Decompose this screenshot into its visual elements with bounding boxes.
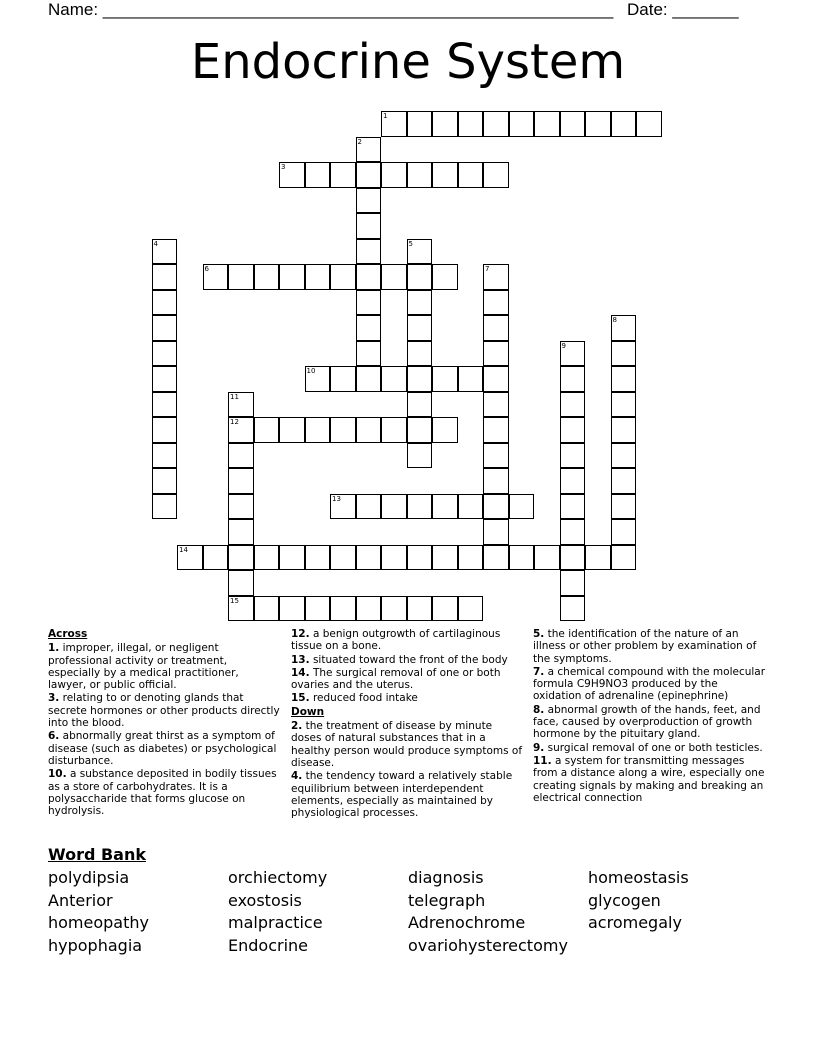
grid-cell[interactable] xyxy=(279,596,305,622)
grid-cell[interactable] xyxy=(483,519,509,545)
grid-cell[interactable] xyxy=(152,239,178,265)
grid-cell[interactable] xyxy=(305,545,331,571)
grid-cell[interactable] xyxy=(356,366,382,392)
grid-cell[interactable] xyxy=(228,519,254,545)
word-bank-word: Adrenochrome xyxy=(408,913,526,932)
clue-across-1: 1. improper, illegal, or negligent professional activity or treatment, especially by a medical practitioner, lawyer, or public official. xyxy=(48,642,239,692)
grid-cell[interactable] xyxy=(356,239,382,265)
grid-cell[interactable] xyxy=(330,366,356,392)
grid-cell[interactable] xyxy=(432,264,458,290)
grid-cell[interactable] xyxy=(356,264,382,290)
grid-cell[interactable] xyxy=(152,468,178,494)
grid-cell[interactable] xyxy=(305,162,331,188)
word-bank-word: orchiectomy xyxy=(228,868,328,887)
grid-cell[interactable] xyxy=(611,519,637,545)
grid-cell[interactable] xyxy=(611,443,637,469)
grid-cell[interactable] xyxy=(560,366,586,392)
grid-cell[interactable] xyxy=(203,264,229,290)
grid-cell[interactable] xyxy=(381,545,407,571)
grid-cell[interactable] xyxy=(177,545,203,571)
grid-cell[interactable] xyxy=(458,162,484,188)
page-title: Endocrine System xyxy=(190,34,626,90)
grid-cell[interactable] xyxy=(407,264,433,290)
grid-cell[interactable] xyxy=(381,162,407,188)
grid-cell[interactable] xyxy=(381,596,407,622)
grid-cell[interactable] xyxy=(152,341,178,367)
clues-column-3 xyxy=(533,628,769,805)
grid-cell[interactable] xyxy=(560,596,586,622)
grid-cell[interactable] xyxy=(203,545,229,571)
grid-cell[interactable] xyxy=(407,162,433,188)
grid-cell[interactable] xyxy=(432,111,458,137)
clue-number: 5 xyxy=(408,239,413,248)
grid-cell[interactable] xyxy=(458,111,484,137)
name-field-label: Name: ______________________________________________________ xyxy=(48,0,614,19)
grid-cell[interactable] xyxy=(458,545,484,571)
grid-cell[interactable] xyxy=(560,111,586,137)
word-bank-word: homeostasis xyxy=(588,868,689,887)
grid-cell[interactable] xyxy=(152,494,178,520)
grid-cell[interactable] xyxy=(330,596,356,622)
clue-number: 11 xyxy=(230,392,239,401)
grid-cell[interactable] xyxy=(407,341,433,367)
grid-cell[interactable] xyxy=(254,596,280,622)
grid-cell[interactable] xyxy=(611,111,637,137)
word-bank-word: Anterior xyxy=(48,891,113,910)
grid-cell[interactable] xyxy=(611,366,637,392)
grid-cell[interactable] xyxy=(483,315,509,341)
grid-cell[interactable] xyxy=(611,417,637,443)
grid-cell[interactable] xyxy=(330,494,356,520)
grid-cell[interactable] xyxy=(228,570,254,596)
grid-cell[interactable] xyxy=(381,494,407,520)
grid-cell[interactable] xyxy=(636,111,662,137)
grid-cell[interactable] xyxy=(279,545,305,571)
grid-cell[interactable] xyxy=(228,392,254,418)
grid-cell[interactable] xyxy=(407,545,433,571)
grid-cell[interactable] xyxy=(381,111,407,137)
grid-cell[interactable] xyxy=(611,341,637,367)
grid-cell[interactable] xyxy=(560,341,586,367)
word-bank-word: malpractice xyxy=(228,913,323,932)
grid-cell[interactable] xyxy=(432,162,458,188)
grid-cell[interactable] xyxy=(407,392,433,418)
grid-cell[interactable] xyxy=(509,545,535,571)
grid-cell[interactable] xyxy=(483,264,509,290)
clue-down-9: 9. surgical removal of one or both testicles. xyxy=(533,741,763,754)
word-bank-word: ovariohysterectomy xyxy=(408,936,568,955)
word-bank-word: homeopathy xyxy=(48,913,149,932)
grid-cell[interactable] xyxy=(458,596,484,622)
clue-down-4: 4. the tendency toward a relatively stable equilibrium between interdependent elements, especially as maintained by physiological processes. xyxy=(291,770,513,820)
grid-cell[interactable] xyxy=(560,494,586,520)
grid-cell[interactable] xyxy=(356,494,382,520)
clue-across-14: 14. The surgical removal of one or both ovaries and the uterus. xyxy=(291,666,501,692)
date-field-label: Date: _______ xyxy=(627,0,739,19)
grid-cell[interactable] xyxy=(356,596,382,622)
grid-cell[interactable] xyxy=(432,417,458,443)
grid-cell[interactable] xyxy=(254,545,280,571)
grid-cell[interactable] xyxy=(560,443,586,469)
clue-down-5: 5. the identification of the nature of an illness or other problem by examination of the symptoms. xyxy=(533,628,757,665)
grid-cell[interactable] xyxy=(407,443,433,469)
word-bank-word: acromegaly xyxy=(588,913,682,932)
grid-cell[interactable] xyxy=(152,290,178,316)
grid-cell[interactable] xyxy=(152,315,178,341)
clue-number: 10 xyxy=(306,367,316,375)
grid-cell[interactable] xyxy=(356,417,382,443)
grid-cell[interactable] xyxy=(407,596,433,622)
clue-across-3: 3. relating to or denoting glands that secrete hormones or other products directly into the blood. xyxy=(48,692,280,730)
grid-cell[interactable] xyxy=(381,264,407,290)
grid-cell[interactable] xyxy=(560,392,586,418)
grid-cell[interactable] xyxy=(152,417,178,443)
clue-number: 14 xyxy=(179,545,188,554)
grid-cell[interactable] xyxy=(483,468,509,494)
clue-number: 4 xyxy=(153,239,158,248)
grid-cell[interactable] xyxy=(585,111,611,137)
clue-number: 8 xyxy=(612,316,617,324)
word-bank-word: telegraph xyxy=(408,891,486,910)
word-bank-word: exostosis xyxy=(228,891,302,910)
clues-column-1 xyxy=(48,628,280,818)
grid-cell[interactable] xyxy=(534,111,560,137)
grid-cell[interactable] xyxy=(305,596,331,622)
grid-cell[interactable] xyxy=(305,264,331,290)
grid-cell[interactable] xyxy=(152,366,178,392)
grid-cell[interactable] xyxy=(407,239,433,265)
grid-cell[interactable] xyxy=(330,417,356,443)
grid-cell[interactable] xyxy=(432,494,458,520)
clue-number: 1 xyxy=(383,112,388,120)
grid-cell[interactable] xyxy=(560,417,586,443)
clue-down-11: 11. a system for transmitting messages from a distance along a wire, especially one creating signals by making and breaking an electrical connection xyxy=(533,754,765,804)
grid-cell[interactable] xyxy=(585,545,611,571)
grid-cell[interactable] xyxy=(228,494,254,520)
grid-cell[interactable] xyxy=(483,417,509,443)
clue-down-2: 2. the treatment of disease by minute doses of natural substances that in a healthy person would produce symptoms of disease. xyxy=(291,720,523,769)
grid-cell[interactable] xyxy=(407,290,433,316)
grid-cell[interactable] xyxy=(330,162,356,188)
grid-cell[interactable] xyxy=(483,162,509,188)
grid-cell[interactable] xyxy=(483,341,509,367)
grid-cell[interactable] xyxy=(228,443,254,469)
grid-cell[interactable] xyxy=(432,596,458,622)
across-heading: Across xyxy=(48,628,88,640)
grid-cell[interactable] xyxy=(152,392,178,418)
clue-number: 13 xyxy=(332,494,341,503)
word-bank-title: Word Bank xyxy=(48,845,147,864)
grid-cell[interactable] xyxy=(254,264,280,290)
grid-cell[interactable] xyxy=(254,417,280,443)
grid-cell[interactable] xyxy=(483,443,509,469)
down-heading: Down xyxy=(291,705,325,718)
grid-cell[interactable] xyxy=(483,392,509,418)
grid-cell[interactable] xyxy=(330,545,356,571)
grid-cell[interactable] xyxy=(381,366,407,392)
grid-cell[interactable] xyxy=(407,494,433,520)
grid-cell[interactable] xyxy=(407,417,433,443)
grid-cell[interactable] xyxy=(407,315,433,341)
grid-cell[interactable] xyxy=(483,290,509,316)
grid-cell[interactable] xyxy=(483,111,509,137)
grid-cell[interactable] xyxy=(356,137,382,163)
grid-cell[interactable] xyxy=(228,468,254,494)
grid-cell[interactable] xyxy=(279,264,305,290)
clue-number: 12 xyxy=(230,418,239,426)
word-bank-word: glycogen xyxy=(588,891,661,910)
grid-cell[interactable] xyxy=(560,545,586,571)
grid-cell[interactable] xyxy=(611,392,637,418)
clue-across-10: 10. a substance deposited in bodily tissues as a store of carbohydrates. It is a polysaccharide that forms glucose on hydrolysis. xyxy=(48,768,277,818)
grid-cell[interactable] xyxy=(305,417,331,443)
grid-cell[interactable] xyxy=(611,468,637,494)
grid-cell[interactable] xyxy=(534,545,560,571)
grid-cell[interactable] xyxy=(407,111,433,137)
clue-down-7: 7. a chemical compound with the molecular formula C9H9NO3 produced by the oxidation of adrenaline (epinephrine) xyxy=(533,665,766,703)
clue-across-6: 6. abnormally great thirst as a symptom of disease (such as diabetes) or psychological disturbance. xyxy=(48,730,277,767)
grid-cell[interactable] xyxy=(228,596,254,622)
grid-cell[interactable] xyxy=(458,366,484,392)
clue-number: 3 xyxy=(281,163,286,171)
grid-cell[interactable] xyxy=(152,264,178,290)
grid-cell[interactable] xyxy=(356,162,382,188)
word-bank-word: diagnosis xyxy=(408,868,484,887)
grid-cell[interactable] xyxy=(356,341,382,367)
clues-column-2 xyxy=(291,628,523,820)
grid-cell[interactable] xyxy=(509,111,535,137)
grid-cell[interactable] xyxy=(483,494,509,520)
clue-down-8: 8. abnormal growth of the hands, feet, and face, caused by overproduction of growth hormone by the pituitary gland. xyxy=(533,703,761,741)
clue-number: 9 xyxy=(561,341,566,350)
word-bank-word: polydipsia xyxy=(48,868,130,887)
grid-cell[interactable] xyxy=(611,494,637,520)
word-bank-word: Endocrine xyxy=(228,936,308,955)
clue-number: 15 xyxy=(230,596,239,605)
grid-cell[interactable] xyxy=(483,545,509,571)
grid-cell[interactable] xyxy=(611,545,637,571)
grid-cell[interactable] xyxy=(560,570,586,596)
grid-cell[interactable] xyxy=(228,545,254,571)
grid-cell[interactable] xyxy=(560,519,586,545)
grid-cell[interactable] xyxy=(228,264,254,290)
grid-cell[interactable] xyxy=(381,417,407,443)
clue-across-15: 15. reduced food intake xyxy=(291,692,418,705)
grid-cell[interactable] xyxy=(356,188,382,214)
grid-cell[interactable] xyxy=(228,417,254,443)
grid-cell[interactable] xyxy=(356,213,382,239)
grid-cell[interactable] xyxy=(279,417,305,443)
grid-cell[interactable] xyxy=(330,264,356,290)
grid-cell[interactable] xyxy=(356,545,382,571)
grid-cell[interactable] xyxy=(432,366,458,392)
clue-number: 6 xyxy=(204,265,209,273)
grid-cell[interactable] xyxy=(483,366,509,392)
grid-cell[interactable] xyxy=(458,494,484,520)
grid-cell[interactable] xyxy=(432,545,458,571)
grid-cell[interactable] xyxy=(509,494,535,520)
word-bank-word: hypophagia xyxy=(48,936,143,955)
clue-number: 2 xyxy=(357,137,362,146)
grid-cell[interactable] xyxy=(356,290,382,316)
grid-cell[interactable] xyxy=(611,315,637,341)
clue-across-13: 13. situated toward the front of the body xyxy=(291,653,508,666)
grid-cell[interactable] xyxy=(305,366,331,392)
clue-across-12: 12. a benign outgrowth of cartilaginous tissue on a bone. xyxy=(291,628,501,653)
grid-cell[interactable] xyxy=(560,468,586,494)
grid-cell[interactable] xyxy=(407,366,433,392)
grid-cell[interactable] xyxy=(279,162,305,188)
grid-cell[interactable] xyxy=(356,315,382,341)
clue-number: 7 xyxy=(485,265,490,273)
grid-cell[interactable] xyxy=(152,443,178,469)
